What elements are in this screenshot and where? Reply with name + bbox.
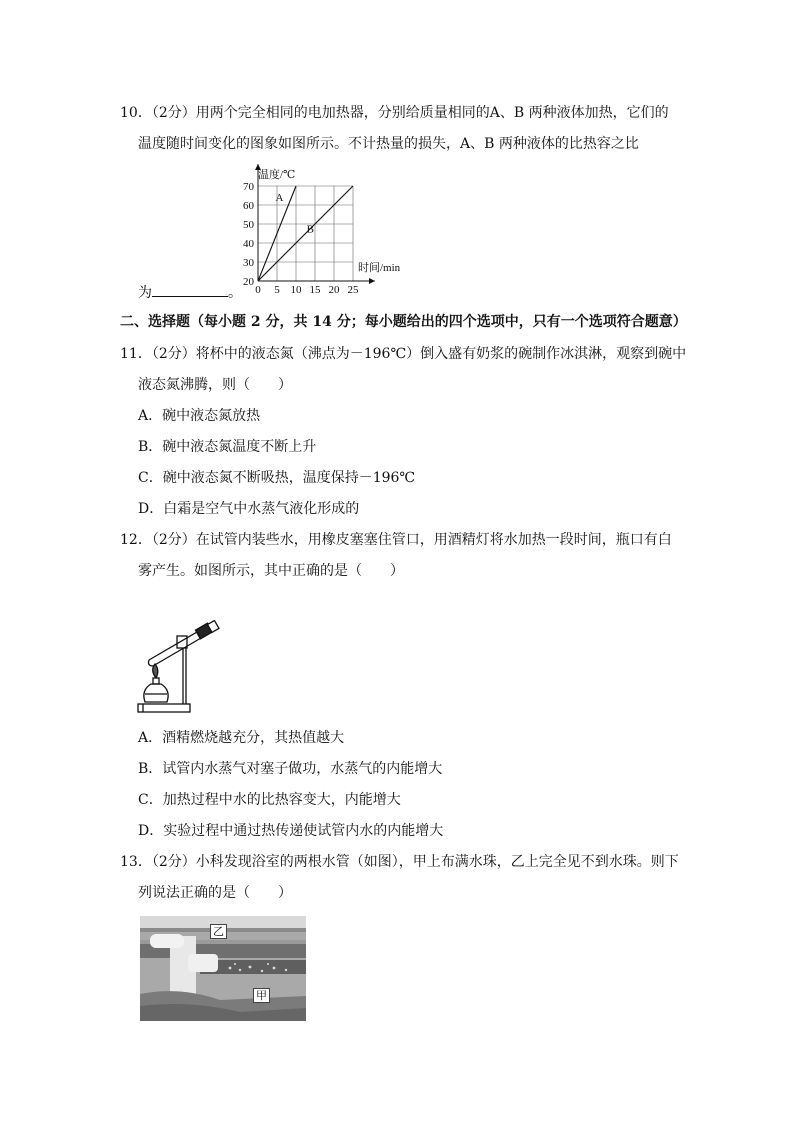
q10-line-2: 温度随时间变化的图象如图所示。不计热量的损失，A、B 两种液体的比热容之比 bbox=[138, 136, 639, 152]
q12-option-d[interactable]: D．实验过程中通过热传递使试管内水的内能增大 bbox=[138, 823, 444, 839]
q12-option-c[interactable]: C．加热过程中水的比热容变大，内能增大 bbox=[138, 792, 401, 808]
y-tick-label: 30 bbox=[243, 257, 254, 269]
y-tick-label: 20 bbox=[243, 276, 254, 288]
pipe-label-jia: 甲 bbox=[253, 988, 270, 1003]
q10-answer-suffix: 。 bbox=[228, 285, 242, 301]
q11-option-d[interactable]: D．白霜是空气中水蒸气液化形成的 bbox=[138, 501, 360, 517]
q10-answer-prefix: 为 bbox=[138, 285, 152, 301]
q12-line-2: 雾产生。如图所示，其中正确的是（ ） bbox=[138, 563, 404, 579]
q10-answer-blank[interactable] bbox=[152, 284, 228, 297]
q11-line-1: 11．（2分）将杯中的液态氮（沸点为－196℃）倒入盛有奶浆的碗制作冰淇淋，观察到碗中 bbox=[120, 346, 687, 362]
q12-option-a[interactable]: A．酒精燃烧越充分，其热值越大 bbox=[138, 730, 345, 746]
q11-option-b[interactable]: B．碗中液态氮温度不断上升 bbox=[138, 439, 317, 455]
chart-y-axis-label: 温度/℃ bbox=[258, 169, 296, 181]
q10-answer-line bbox=[138, 284, 242, 302]
section-2-heading: 二、选择题（每小题 2 分，共 14 分；每小题给出的四个选项中，只有一个选项符合题意） bbox=[120, 314, 687, 330]
x-tick-label: 10 bbox=[290, 284, 302, 295]
q13-line-2: 列说法正确的是（ ） bbox=[138, 885, 292, 901]
apparatus-base bbox=[138, 704, 190, 712]
water-pipes-photo bbox=[140, 916, 306, 1021]
y-tick-label: 50 bbox=[243, 219, 254, 231]
series-label-b: B bbox=[306, 223, 314, 236]
pipe-label-yi: 乙 bbox=[210, 924, 227, 939]
test-tube-apparatus-figure bbox=[135, 620, 220, 715]
x-tick-label: 20 bbox=[328, 284, 340, 295]
x-axis-arrow bbox=[369, 278, 375, 284]
q11-line-2: 液态氮沸腾，则（ ） bbox=[138, 377, 292, 393]
q12-line-1: 12．（2分）在试管内装些水，用橡皮塞塞住管口，用酒精灯将水加热一段时间，瓶口有白 bbox=[120, 532, 672, 548]
x-tick-label: 25 bbox=[347, 284, 359, 295]
chart-series bbox=[258, 186, 353, 281]
y-tick-label: 40 bbox=[243, 238, 254, 250]
y-tick-label: 60 bbox=[243, 200, 254, 212]
q10-line-1: 10．（2分）用两个完全相同的电加热器，分别给质量相同的A、B 两种液体加热，它们的 bbox=[120, 105, 669, 121]
flame bbox=[153, 664, 158, 678]
x-tick-label: 5 bbox=[274, 284, 280, 295]
test-tube bbox=[149, 632, 202, 666]
q12-option-b[interactable]: B．试管内水蒸气对塞子做功，水蒸气的内能增大 bbox=[138, 761, 443, 777]
q13-line-1: 13．（2分）小科发现浴室的两根水管（如图），甲上布满水珠，乙上完全见不到水珠。则下 bbox=[120, 854, 679, 870]
alcohol-lamp bbox=[144, 664, 168, 702]
q11-option-a[interactable]: A．碗中液态氮放热 bbox=[138, 408, 261, 424]
chart-x-axis-label: 时间/min bbox=[358, 262, 401, 274]
temperature-time-chart bbox=[228, 160, 428, 295]
clamp bbox=[177, 636, 187, 648]
q11-option-c[interactable]: C．碗中液态氮不断吸热，温度保持－196℃ bbox=[138, 470, 416, 486]
series-label-a: A bbox=[275, 192, 284, 205]
series-line-b bbox=[258, 186, 353, 281]
x-tick-label: 15 bbox=[309, 284, 321, 295]
y-tick-label: 70 bbox=[243, 181, 254, 193]
x-tick-label: 0 bbox=[255, 284, 261, 295]
